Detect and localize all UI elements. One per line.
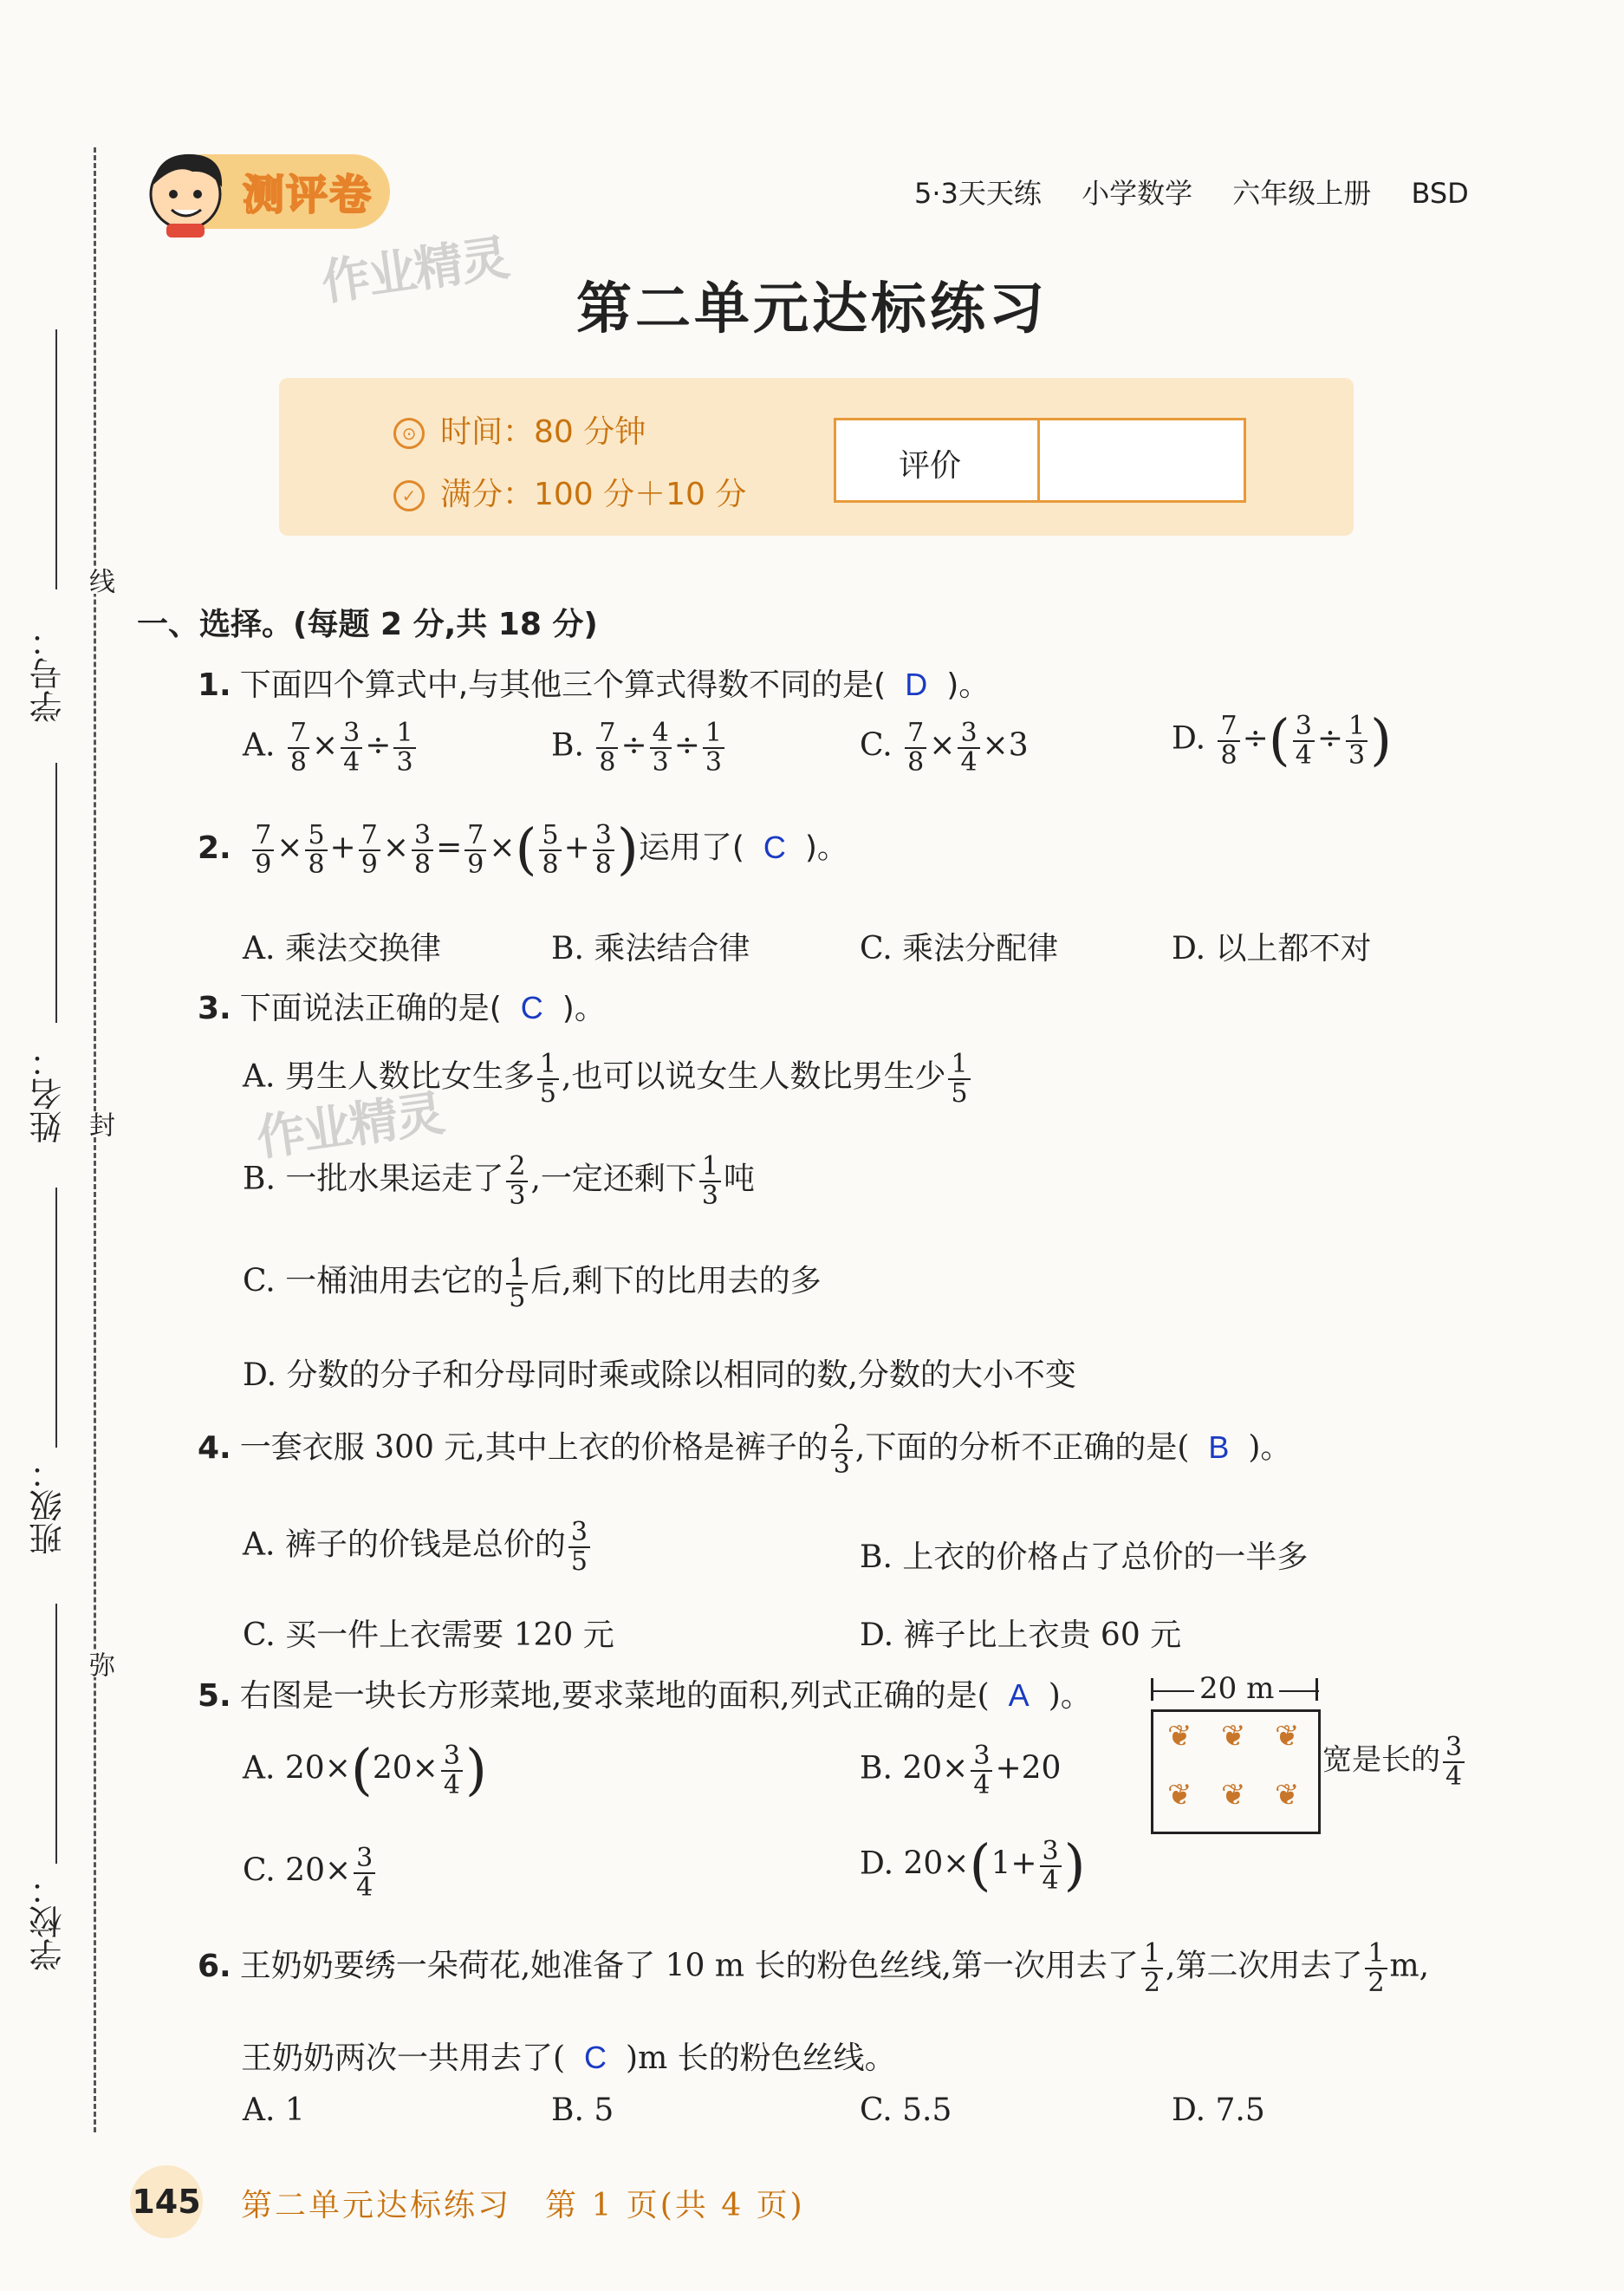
- plant-icon: ❦: [1275, 1719, 1300, 1754]
- xuehao-underline: [55, 329, 57, 589]
- banji-underline: [55, 1188, 57, 1448]
- dimension-tick-left: [1151, 1678, 1153, 1701]
- question-3: 3. 下面说法正确的是( C )。: [198, 990, 606, 1026]
- time-info: ⊙ 时间：80 分钟: [393, 407, 646, 452]
- vegetable-garden-figure: [1151, 1709, 1321, 1834]
- q2-option-b: B. 乘法结合律: [551, 931, 750, 967]
- q6-option-a: A. 1: [243, 2092, 305, 2128]
- xuexiao-underline: [55, 1604, 57, 1864]
- question-5: 5. 右图是一块长方形菜地,要求菜地的面积,列式正确的是( A )。: [198, 1677, 1092, 1714]
- score-info: ✓ 满分：100 分＋10 分: [393, 470, 746, 514]
- clock-icon: ⊙: [393, 418, 425, 449]
- answer-q4: B: [1208, 1429, 1230, 1465]
- question-1: 1. 下面四个算式中,与其他三个算式得数不同的是( D )。: [198, 667, 991, 703]
- cut-mark-xian: 线: [80, 568, 118, 594]
- banji-label: 班级：: [29, 1456, 68, 1555]
- q3-option-c: C. 一桶油用去它的 $\frac{1}{5}$ 后,剩下的比用去的多: [243, 1253, 822, 1313]
- eval-label: 评价: [899, 448, 962, 484]
- answer-q2: C: [763, 829, 786, 865]
- plant-icon: ❦: [1275, 1778, 1300, 1813]
- plant-icon: ❦: [1167, 1778, 1192, 1813]
- question-6: 6. 王奶奶要绣一朵荷花,她准备了 10 m 长的粉色丝线,第一次用去了 $\frac{1}{2}$ ,第二次用去了 $\frac{1}{2}$ m,: [198, 1938, 1430, 1998]
- q6-option-c: C. 5.5: [860, 2092, 952, 2128]
- q4-option-b: B. 上衣的价格占了总价的一半多: [860, 1539, 1309, 1575]
- series-name: 5·3天天练: [914, 177, 1042, 210]
- answer-q3: C: [520, 990, 543, 1025]
- q4-option-c: C. 买一件上衣需要 120 元: [243, 1617, 614, 1653]
- q6-option-d: D. 7.5: [1172, 2092, 1265, 2128]
- q1-option-d: D. $\frac{7}{8}$ ÷( $\frac{3}{4}$ ÷ $\frac{1}{3}$ ): [1172, 708, 1393, 773]
- q6-option-b: B. 5: [551, 2092, 614, 2128]
- q4-option-d: D. 裤子比上衣贵 60 元: [860, 1617, 1182, 1653]
- q1-option-a: A. $\frac{7}{8}$ × $\frac{3}{4}$ ÷ $\frac{1}{3}$: [243, 719, 419, 776]
- q5-option-b: B. 20× $\frac{3}{4}$ +20: [860, 1741, 1062, 1800]
- cut-mark-mi: 弥: [80, 1651, 118, 1677]
- xuexiao-label: 学校：: [29, 1872, 68, 1971]
- badge-label: 测评卷: [243, 171, 374, 219]
- book-info: [914, 172, 1469, 212]
- dimension-label: 20 m: [1194, 1671, 1279, 1706]
- watermark: 作业精灵: [318, 230, 512, 312]
- page-number: 145: [132, 2183, 201, 2221]
- q2-option-a: A. 乘法交换律: [243, 931, 441, 967]
- dimension-tick-right: [1315, 1678, 1318, 1701]
- cartoon-mascot-icon: [140, 144, 236, 239]
- subject-name: 小学数学: [1082, 177, 1193, 210]
- plant-icon: ❦: [1167, 1719, 1192, 1754]
- question-4: 4. 一套衣服 300 元,其中上衣的价格是裤子的 $\frac{2}{3}$ ,下面的分析不正确的是( B )。: [198, 1420, 1292, 1480]
- q3-option-b: B. 一批水果运走了 $\frac{2}{3}$ ,一定还剩下 $\frac{1}{3}$ 吨: [243, 1151, 756, 1211]
- edition-name: BSD: [1411, 177, 1469, 210]
- watermark: 作业精灵: [253, 1085, 447, 1168]
- q1-option-b: B. $\frac{7}{8}$ ÷ $\frac{4}{3}$ ÷ $\frac{1}{3}$: [551, 719, 727, 776]
- q5-option-d: D. 20×(1+ $\frac{3}{4}$ ): [860, 1833, 1086, 1898]
- evaluation-box: [834, 418, 1246, 503]
- grade-name: 六年级上册: [1232, 177, 1372, 210]
- page-title: 第二单元达标练习: [576, 277, 1048, 342]
- q5-option-a: A. 20×(20× $\frac{3}{4}$ ): [243, 1738, 487, 1803]
- xuehao-label: 学号：: [29, 624, 68, 723]
- plant-icon: ❦: [1221, 1719, 1246, 1754]
- q5-option-c: C. 20× $\frac{3}{4}$: [243, 1845, 378, 1901]
- width-note: 宽是长的 $\frac{3}{4}$: [1322, 1734, 1467, 1790]
- check-icon: ✓: [393, 480, 425, 511]
- answer-q1: D: [905, 667, 928, 702]
- question-2: 2. $\frac{7}{9}$ × $\frac{5}{8}$ + $\frac{7}{9}$ × $\frac{3}{8}$ = $\frac{7}{9}$ ×( $\frac{5}{8}$ + $\frac{3}{8}$ )运用了( C )。: [198, 817, 848, 882]
- xingming-label: 姓名：: [29, 1045, 68, 1143]
- q3-option-a: A. 男生人数比女生多 $\frac{1}{5}$ ,也可以说女生人数比男生少 $\frac{1}{5}$: [243, 1051, 973, 1107]
- xingming-underline: [55, 763, 57, 1023]
- plant-icon: ❦: [1221, 1778, 1246, 1813]
- q2-option-d: D. 以上都不对: [1172, 931, 1372, 967]
- q1-option-c: C. $\frac{7}{8}$ × $\frac{3}{4}$ ×3: [860, 718, 1029, 778]
- answer-q5: A: [1008, 1677, 1030, 1713]
- question-6-line2: 王奶奶两次一共用去了( C )m 长的粉色丝线。: [241, 2040, 896, 2076]
- footer-text: 第二单元达标练习 第 1 页(共 4 页): [241, 2188, 805, 2223]
- section-heading: 一、选择。(每题 2 分,共 18 分): [137, 607, 598, 642]
- cut-mark-feng: 封: [80, 1111, 118, 1137]
- q3-option-d: D. 分数的分子和分母同时乘或除以相同的数,分数的大小不变: [243, 1357, 1076, 1393]
- binding-dashed-line: [94, 147, 96, 2132]
- answer-q6: C: [584, 2040, 607, 2075]
- q2-option-c: C. 乘法分配律: [860, 931, 1059, 967]
- q4-option-a: A. 裤子的价钱是总价的 $\frac{3}{5}$: [243, 1519, 593, 1575]
